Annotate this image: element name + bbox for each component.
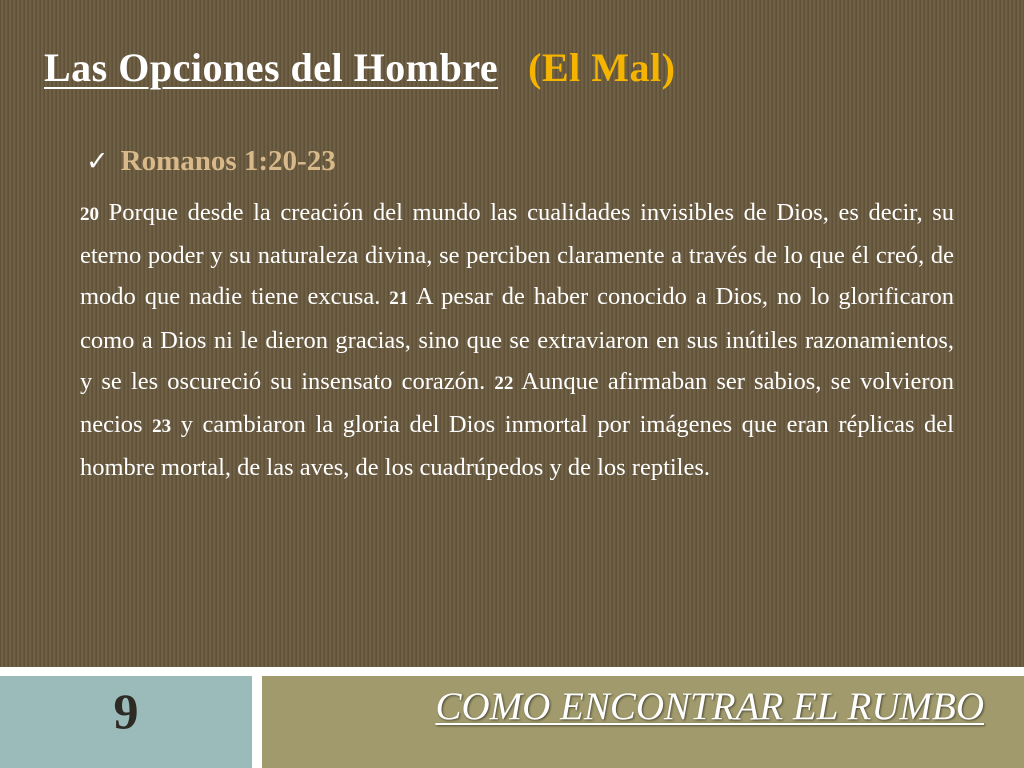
checkmark-icon: ✓ <box>86 146 109 177</box>
verse-text: y cambiaron la gloria del Dios inmortal por imágenes que eran réplicas del hombre mortal, de las aves, de los cuadrúpedos y de los reptiles. <box>80 411 954 482</box>
verse-number: 20 <box>80 204 99 225</box>
verse-text: A pesar de haber conocido a Dios, no lo glorificaron como a Dios ni le dieron gracias, sino que se extraviaron en sus inútiles razonamientos, y se les oscureció su insensato corazón. <box>80 283 955 395</box>
scripture-reference <box>86 145 336 178</box>
footer-divider <box>252 676 262 768</box>
verse-number: 21 <box>389 288 409 310</box>
slide-title <box>44 44 675 91</box>
footer-separator <box>0 667 1024 676</box>
verse-number: 23 <box>152 416 172 438</box>
verse-number: 22 <box>494 372 514 394</box>
verse-text: Porque desde la creación del mundo las cualidades invisibles de Dios, es decir, su eterno poder y su naturaleza divina, se perciben claramente a través de lo que él creó, de modo que nadie tiene excusa. <box>80 199 954 311</box>
footer-title: COMO ENCONTRAR EL RUMBO <box>435 685 984 728</box>
slide-number: 9 <box>113 683 139 739</box>
verse-body <box>80 192 954 488</box>
title-main: Las Opciones del Hombre <box>44 45 499 90</box>
verse-text: Aunque afirmaban ser sabios, se volvieron necios <box>80 367 955 439</box>
scripture-reference-label: Romanos 1:20-23 <box>120 145 336 177</box>
title-subtitle: (El Mal) <box>528 45 676 90</box>
